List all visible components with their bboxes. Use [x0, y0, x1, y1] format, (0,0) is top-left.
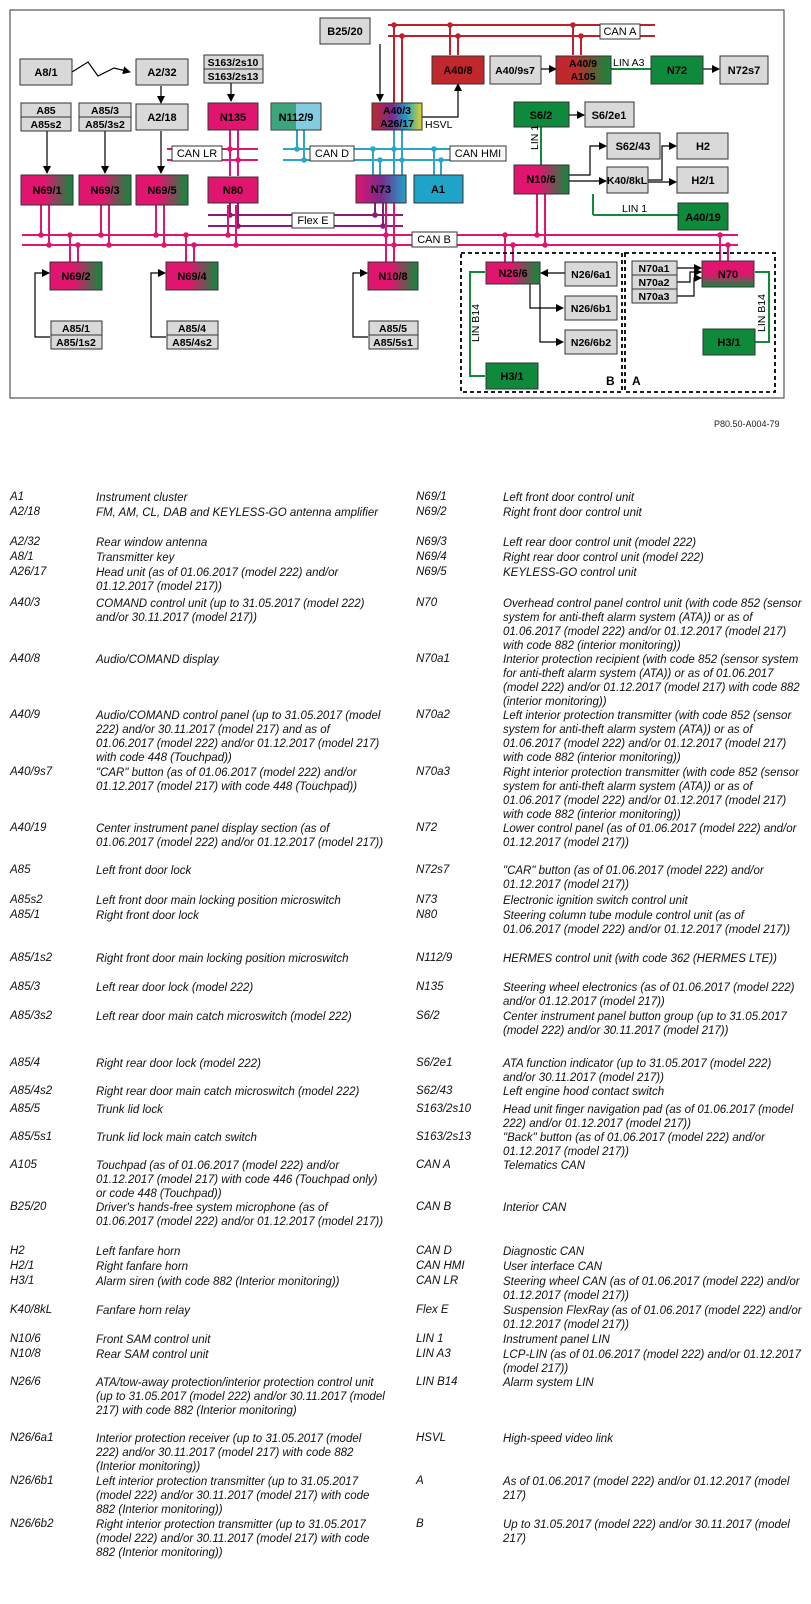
legend-code: N10/6 — [10, 1333, 41, 1345]
legend-code: N26/6 — [10, 1376, 41, 1388]
box-A40-3-A26-17 — [372, 103, 422, 130]
svg-text:N73: N73 — [370, 184, 392, 196]
legend-description: Left rear door control unit (model 222) — [503, 537, 697, 549]
legend-description: Head unit (as of 01.06.2017 (model 222) and/or 01.12.2017 (model 217)) — [96, 567, 339, 593]
box-A1 — [414, 175, 463, 203]
svg-text:A85/5: A85/5 — [378, 323, 408, 335]
svg-text:B25/20: B25/20 — [327, 26, 363, 38]
svg-text:A85/3: A85/3 — [90, 105, 120, 117]
legend-code: CAN LR — [416, 1275, 459, 1287]
legend-description: Right rear door control unit (model 222) — [503, 552, 704, 564]
box-S6-2e1 — [585, 102, 634, 127]
svg-text:N135: N135 — [219, 112, 247, 124]
legend-description: Left front door lock — [96, 865, 192, 877]
legend-description: Right front door control unit — [503, 507, 642, 519]
label-lin-b14-b: LIN B14 — [470, 304, 482, 342]
label-can-a — [600, 24, 640, 39]
legend-code: A85s2 — [10, 894, 43, 906]
legend-code: A40/3 — [10, 597, 41, 609]
box-A40-9s7 — [490, 56, 541, 84]
label-zone-a: A — [632, 374, 641, 388]
box-A85 — [21, 103, 71, 131]
box-N70a — [632, 261, 677, 303]
legend-code: N69/3 — [416, 536, 447, 548]
legend-code: A — [416, 1475, 424, 1487]
legend-description: Trunk lid lock — [96, 1104, 163, 1116]
legend-description: Diagnostic CAN — [503, 1246, 585, 1258]
legend-code: N72 — [416, 822, 438, 834]
label-flex-e — [292, 213, 334, 228]
legend-description: Transmitter key — [96, 552, 175, 564]
legend-description: Right rear door main catch microswitch (model 222) — [96, 1086, 360, 1098]
legend-description: User interface CAN — [503, 1261, 603, 1273]
svg-text:S163/2s13: S163/2s13 — [207, 71, 259, 83]
box-N10-8 — [368, 262, 418, 290]
box-B25-20 — [320, 18, 370, 44]
figure-reference: P80.50-A004-79 — [714, 419, 780, 429]
legend-code: K40/8kL — [10, 1304, 53, 1316]
legend-code: S6/2 — [416, 1010, 440, 1022]
legend-description: Left front door control unit — [503, 492, 635, 504]
svg-text:A85: A85 — [36, 105, 56, 117]
svg-text:A85/1: A85/1 — [61, 323, 91, 335]
label-lin-1: LIN 1 — [622, 203, 648, 215]
legend-code: A85/4 — [10, 1057, 41, 1069]
box-S163-2 — [204, 55, 263, 83]
legend-description: HERMES control unit (with code 362 (HERMES LTE)) — [503, 953, 777, 965]
label-can-b — [412, 232, 457, 247]
legend-code: H3/1 — [10, 1275, 35, 1287]
legend-code: H2/1 — [10, 1260, 35, 1272]
box-A85-4 — [167, 321, 218, 349]
legend-code: A85 — [10, 864, 31, 876]
legend-code: N69/5 — [416, 566, 447, 578]
legend-code: N70a3 — [416, 766, 450, 778]
legend-code: A85/5s1 — [10, 1131, 53, 1143]
legend-description: COMAND control unit (up to 31.05.2017 (model 222) and/or 30.11.2017 (model 217)) — [96, 598, 365, 624]
legend-description: Instrument cluster — [96, 492, 188, 504]
svg-text:A40/19: A40/19 — [685, 212, 721, 224]
legend-description: Right front door lock — [96, 910, 199, 922]
legend-description: Rear window antenna — [96, 537, 208, 549]
legend-code: N69/1 — [416, 491, 447, 503]
legend-description: Steering wheel CAN (as of 01.06.2017 (model 222) and/or 01.12.2017 (model 217)) — [503, 1276, 800, 1302]
legend-description: Alarm system LIN — [503, 1377, 594, 1389]
legend-description: KEYLESS-GO control unit — [503, 567, 637, 579]
label-zone-b: B — [606, 374, 615, 388]
legend-description: Right interior protection transmitter (with code 852 (sensor system for anti-theft alarm system (ATA)) or as of 01.06.2017 (model 222) and/or 01.12.2017 (model 217) with code 882 (interior monitoring)) — [503, 767, 799, 821]
label-can-lr — [172, 146, 222, 161]
svg-text:CAN A: CAN A — [603, 26, 637, 38]
svg-text:K40/8kL: K40/8kL — [606, 175, 648, 187]
legend-description: Rear SAM control unit — [96, 1349, 209, 1361]
legend-code: Flex E — [416, 1304, 449, 1316]
box-H3-1-a — [703, 329, 755, 355]
box-A85-5 — [369, 321, 418, 349]
legend-code: N26/6b1 — [10, 1475, 54, 1487]
legend-code: A105 — [10, 1159, 37, 1171]
legend-description: Audio/COMAND display — [96, 654, 219, 666]
svg-text:S163/2s10: S163/2s10 — [207, 57, 259, 69]
legend-description: Left rear door lock (model 222) — [96, 982, 254, 994]
svg-text:S6/2: S6/2 — [529, 110, 553, 122]
box-N26-6b2 — [565, 330, 617, 354]
svg-text:A2/32: A2/32 — [147, 67, 177, 79]
legend-description: Driver's hands-free system microphone (as of 01.06.2017 (model 222) and/or 01.12.2017 (model 217)) — [96, 1202, 384, 1228]
svg-text:N26/6b2: N26/6b2 — [570, 337, 612, 349]
svg-text:CAN HMI: CAN HMI — [454, 148, 502, 160]
svg-text:S6/2e1: S6/2e1 — [591, 110, 627, 122]
svg-text:N69/1: N69/1 — [32, 185, 62, 197]
legend-description: High-speed video link — [503, 1433, 613, 1445]
label-lin-a3: LIN A3 — [613, 57, 645, 69]
legend-code: LIN A3 — [416, 1348, 451, 1360]
box-N69-1 — [21, 175, 73, 205]
legend-description: Suspension FlexRay (as of 01.06.2017 (model 222) and/or 01.12.2017 (model 217)) — [503, 1305, 802, 1331]
svg-text:N70a2: N70a2 — [638, 277, 670, 289]
legend-description: As of 01.06.2017 (model 222) and/or 01.12.2017 (model 217) — [503, 1476, 790, 1502]
svg-text:Flex E: Flex E — [297, 215, 329, 227]
legend-code: N69/2 — [416, 506, 447, 518]
hsvl-link — [422, 84, 458, 117]
legend-description: Center instrument panel button group (up to 31.05.2017 (model 222) and/or 30.11.2017 (model 217)) — [503, 1011, 787, 1037]
legend-code: N10/8 — [10, 1348, 41, 1360]
svg-text:A26/17: A26/17 — [380, 118, 414, 130]
svg-text:N69/5: N69/5 — [147, 185, 177, 197]
box-N135 — [208, 103, 258, 130]
legend-code: CAN A — [416, 1159, 451, 1171]
legend-description: Steering column tube module control unit (as of 01.06.2017 (model 222) and/or 01.12.2017 (model 217)) — [503, 910, 791, 936]
legend-description: Alarm siren (with code 882 (Interior monitoring)) — [96, 1276, 340, 1288]
legend-code: LIN 1 — [416, 1333, 444, 1345]
legend-code: A26/17 — [10, 566, 47, 578]
legend-description: Head unit finger navigation pad (as of 01.06.2017 (model 222) and/or 01.12.2017 (model 217)) — [503, 1104, 794, 1130]
svg-text:CAN B: CAN B — [417, 234, 451, 246]
legend-code: N70 — [416, 597, 438, 609]
legend-description: Trunk lid lock main catch switch — [96, 1132, 257, 1144]
label-hsvl: HSVL — [425, 119, 453, 131]
legend-code: A85/1 — [10, 909, 41, 921]
svg-text:A2/18: A2/18 — [147, 112, 177, 124]
legend-code: S163/2s10 — [416, 1103, 471, 1115]
svg-text:N72s7: N72s7 — [727, 65, 761, 77]
box-A2-18 — [136, 104, 188, 130]
box-N69-2 — [50, 262, 102, 290]
svg-text:N70a1: N70a1 — [638, 263, 670, 275]
box-N69-3 — [79, 175, 131, 205]
legend-code: A85/3s2 — [10, 1010, 53, 1022]
svg-text:H2/1: H2/1 — [691, 175, 715, 187]
legend-code: A85/5 — [10, 1103, 41, 1115]
box-H2-1 — [677, 167, 728, 193]
legend-code: N70a1 — [416, 653, 450, 665]
legend-code: B25/20 — [10, 1201, 47, 1213]
legend-description: Left rear door main catch microswitch (model 222) — [96, 1011, 352, 1023]
svg-text:H3/1: H3/1 — [500, 371, 524, 383]
svg-text:N26/6: N26/6 — [498, 268, 528, 280]
legend-code: N112/9 — [416, 952, 453, 964]
legend-code: A85/4s2 — [10, 1085, 53, 1097]
legend-description: LCP-LIN (as of 01.06.2017 (model 222) and/or 01.12.2017 (model 217)) — [503, 1349, 801, 1375]
box-N26-6b1 — [565, 296, 617, 320]
legend-description: Right rear door lock (model 222) — [96, 1058, 261, 1070]
legend-code: N26/6a1 — [10, 1432, 54, 1444]
svg-text:A85/4s2: A85/4s2 — [172, 337, 212, 349]
legend-description: Lower control panel (as of 01.06.2017 (model 222) and/or 01.12.2017 (model 217)) — [503, 823, 797, 849]
legend-code: A8/1 — [10, 551, 34, 563]
legend-description: Interior protection recipient (with code 852 (sensor system for anti-theft alarm system (ATA)) or as of 01.06.2017 (model 222) and/or 01.12.2017 (model 217) with code 882 (interior monitoring)) — [503, 654, 800, 708]
legend-description: Touchpad (as of 01.06.2017 (model 222) and/or 01.12.2017 (model 217) with code 446 (Touchpad only) or code 448 (Touchpad)) — [96, 1160, 378, 1200]
legend-description: Telematics CAN — [503, 1160, 586, 1172]
svg-text:N69/2: N69/2 — [61, 271, 91, 283]
svg-text:A105: A105 — [570, 71, 596, 83]
box-H3-1-b — [486, 363, 538, 389]
svg-text:N10/6: N10/6 — [526, 174, 556, 186]
svg-text:N69/3: N69/3 — [90, 185, 120, 197]
legend-code: H2 — [10, 1245, 25, 1257]
box-A85-3 — [79, 103, 131, 131]
box-A40-8 — [432, 56, 484, 84]
svg-text:A1: A1 — [430, 184, 446, 196]
legend-code: N70a2 — [416, 709, 450, 721]
legend-description: Center instrument panel display section (as of 01.06.2017 (model 222) and/or 01.12.2017 (model 217)) — [96, 823, 384, 849]
legend-code: N72s7 — [416, 864, 450, 876]
svg-text:A40/9: A40/9 — [568, 58, 598, 70]
svg-text:N26/6a1: N26/6a1 — [571, 269, 611, 281]
box-N10-6 — [514, 165, 569, 194]
legend-code: S6/2e1 — [416, 1057, 453, 1069]
legend-description: Audio/COMAND control panel (up to 31.05.2017 (model 222) and/or 30.11.2017 (model 217) and as of 01.06.2017 (model 222) and/or 01.12.2017 (model 217) with code 448 (Touchpad)) — [96, 710, 381, 764]
svg-text:CAN LR: CAN LR — [176, 148, 218, 160]
legend-description: Steering wheel electronics (as of 01.06.2017 (model 222) and/or 01.12.2017 (model 217)) — [503, 982, 795, 1008]
legend-code: A2/32 — [10, 536, 41, 548]
legend-description: Instrument panel LIN — [503, 1334, 610, 1346]
box-N72s7 — [720, 56, 768, 84]
legend-description: Right fanfare horn — [96, 1261, 189, 1273]
legend-code: A85/3 — [10, 981, 41, 993]
legend-description: Left interior protection transmitter (with code 852 (sensor system for anti-theft alarm system (ATA)) or as of 01.06.2017 (model 222) and/or 01.12.2017 (model 217) with code 882 (interior monitoring)) — [503, 710, 792, 764]
svg-text:H3/1: H3/1 — [717, 337, 741, 349]
wireless-link — [72, 62, 130, 76]
label-lin-1-vertical: LIN 1 — [529, 124, 541, 150]
legend-description: Left engine hood contact switch — [503, 1086, 665, 1098]
svg-text:A40/8: A40/8 — [443, 65, 473, 77]
svg-text:A85/1s2: A85/1s2 — [56, 337, 96, 349]
svg-text:A85/4: A85/4 — [177, 323, 207, 335]
legend-code: A40/19 — [10, 822, 47, 834]
box-A2-32 — [136, 59, 188, 85]
legend-description: Left front door main locking position microswitch — [96, 895, 341, 907]
svg-text:A85/5s1: A85/5s1 — [373, 337, 413, 349]
box-N80 — [208, 177, 258, 203]
legend-description: Left fanfare horn — [96, 1246, 181, 1258]
legend-description: Up to 31.05.2017 (model 222) and/or 30.11.2017 (model 217) — [503, 1519, 790, 1545]
box-N26-6 — [486, 262, 540, 284]
box-N69-4 — [166, 262, 218, 290]
svg-text:CAN D: CAN D — [314, 148, 350, 160]
box-A85-1 — [51, 321, 102, 349]
legend-description: Left interior protection transmitter (up to 31.05.2017 (model 222) and/or 30.11.2017 (model 217) with code 882 (Interior monitoring)) — [96, 1476, 370, 1516]
svg-text:A8/1: A8/1 — [34, 67, 58, 79]
box-A40-19 — [678, 203, 728, 230]
box-A8-1 — [20, 59, 72, 85]
svg-text:N70a3: N70a3 — [638, 291, 670, 303]
svg-text:S62/43: S62/43 — [615, 141, 651, 153]
box-S62-43 — [607, 133, 660, 159]
legend-description: Interior protection receiver (up to 31.05.2017 (model 222) and/or 30.11.2017 (model 217) with code 882 (Interior monitoring)) — [96, 1433, 362, 1473]
svg-text:A85s2: A85s2 — [30, 119, 62, 131]
svg-text:A85/3s2: A85/3s2 — [85, 119, 125, 131]
svg-text:A40/9s7: A40/9s7 — [495, 65, 535, 77]
legend-code: S163/2s13 — [416, 1131, 471, 1143]
legend-code: CAN HMI — [416, 1260, 465, 1272]
legend-description: ATA/tow-away protection/interior protection control unit (up to 31.05.2017 (model 222) and/or 30.11.2017 (model 217) with code 882 (Interior monitoring) — [96, 1377, 385, 1417]
legend-code: A2/18 — [10, 506, 41, 518]
legend-code: N80 — [416, 909, 438, 921]
legend-code: A85/1s2 — [10, 952, 53, 964]
legend-description: "CAR" button (as of 01.06.2017 (model 222) and/or 01.12.2017 (model 217) with code 448 (Touchpad)) — [96, 767, 358, 793]
svg-text:N69/4: N69/4 — [177, 271, 207, 283]
legend-code: N69/4 — [416, 551, 447, 563]
legend-description: "Back" button (as of 01.06.2017 (model 222) and/or 01.12.2017 (model 217)) — [503, 1132, 765, 1158]
legend-description: Front SAM control unit — [96, 1334, 211, 1346]
svg-text:N72: N72 — [666, 65, 688, 77]
legend-code: HSVL — [416, 1432, 447, 1444]
legend-code: LIN B14 — [416, 1376, 458, 1388]
legend-code: CAN B — [416, 1201, 452, 1213]
legend-code: CAN D — [416, 1245, 452, 1257]
legend-description: Electronic ignition switch control unit — [503, 895, 688, 907]
legend-description: Overhead control panel control unit (with code 852 (sensor system for anti-theft alarm system (ATA)) or as of 01.06.2017 (model 222) and/or 01.12.2017 (model 217) with code 882 (interior monitoring)) — [503, 598, 802, 652]
box-N70 — [702, 261, 754, 287]
label-can-d — [310, 146, 354, 161]
legend-code: N73 — [416, 894, 438, 906]
legend-description: Right interior protection transmitter (up to 31.05.2017 (model 222) and/or 30.11.2017 (model 217) with code 882 (Interior monitoring)) — [96, 1519, 370, 1559]
label-lin-b14-a: LIN B14 — [756, 294, 768, 332]
box-N69-5 — [136, 175, 188, 205]
box-K40-8kL — [607, 167, 648, 193]
legend-code: A1 — [10, 491, 25, 503]
svg-text:N80: N80 — [222, 185, 244, 197]
svg-text:H2: H2 — [695, 141, 711, 153]
legend-code: B — [416, 1518, 424, 1530]
legend-code: A40/9s7 — [10, 766, 53, 778]
label-can-hmi — [450, 146, 506, 161]
svg-text:N112/9: N112/9 — [278, 112, 314, 124]
legend-description: Right front door main locking position microswitch — [96, 953, 349, 965]
legend-code: S62/43 — [416, 1085, 453, 1097]
legend-description: "CAR" button (as of 01.06.2017 (model 222) and/or 01.12.2017 (model 217)) — [503, 865, 764, 891]
box-H2 — [677, 133, 728, 159]
box-N112-9 — [271, 103, 321, 130]
legend-description: Interior CAN — [503, 1202, 567, 1214]
legend-code: A40/8 — [10, 653, 41, 665]
box-N26-6a1 — [565, 262, 617, 286]
svg-text:N10/8: N10/8 — [378, 271, 408, 283]
network-diagram — [0, 0, 811, 410]
legend-code: A40/9 — [10, 709, 41, 721]
legend-code: N135 — [416, 981, 444, 993]
box-N72 — [651, 56, 703, 84]
box-A40-9-A105 — [556, 56, 611, 84]
svg-text:N70: N70 — [717, 269, 739, 281]
svg-text:N26/6b1: N26/6b1 — [570, 303, 612, 315]
svg-text:A40/3: A40/3 — [382, 105, 412, 117]
box-N73 — [356, 175, 406, 203]
legend-description: Fanfare horn relay — [96, 1305, 190, 1317]
legend-code: N26/6b2 — [10, 1518, 54, 1530]
box-S6-2 — [514, 102, 569, 127]
legend-description: FM, AM, CL, DAB and KEYLESS-GO antenna amplifier — [96, 507, 379, 519]
legend-description: ATA function indicator (up to 31.05.2017 (model 222) and/or 30.11.2017 (model 217)) — [503, 1058, 772, 1084]
